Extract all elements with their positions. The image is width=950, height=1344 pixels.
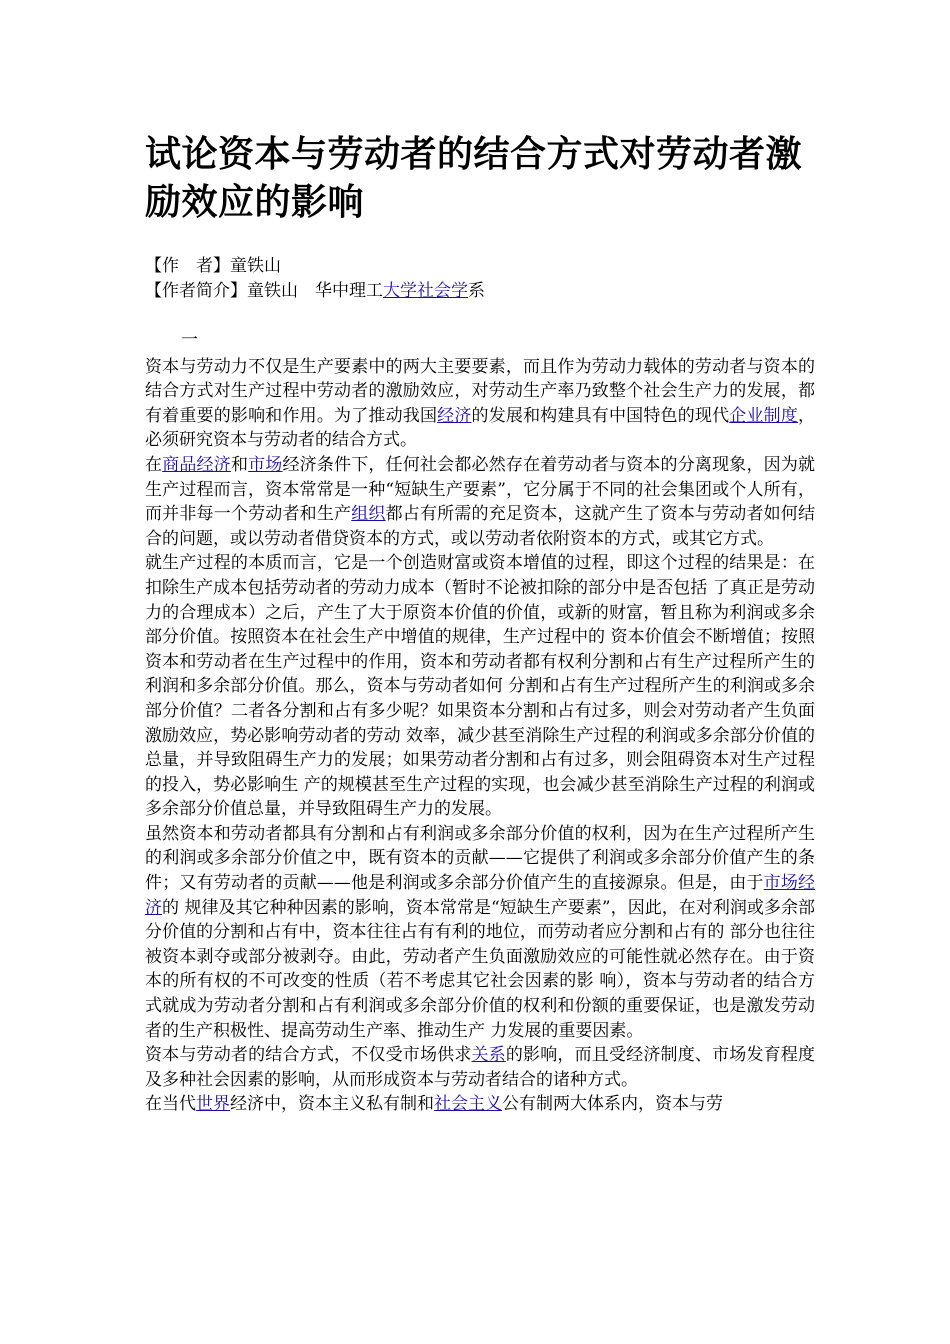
- keyword-link[interactable]: 市场经济: [145, 873, 816, 918]
- article-body: [145, 328, 815, 1117]
- paragraph-list: [145, 355, 815, 1117]
- paragraph: [145, 453, 815, 551]
- paragraph: [145, 355, 815, 453]
- keyword-link[interactable]: 市场: [248, 454, 283, 475]
- paragraph-text: 经济条件下，任何社会都必然存在着劳动者与资本的分离现象，因为就生产过程而言，资本常常是一种“短缺生产要素”，它分属于不同的社会集团或个人所有，而并非每一个劳动者和生产: [145, 454, 816, 525]
- section-number: 一: [181, 330, 198, 350]
- article-meta: [145, 254, 815, 304]
- bio-suffix: 系: [468, 281, 485, 301]
- keyword-link[interactable]: 商品经济: [162, 454, 231, 475]
- keyword-link[interactable]: 社会主义: [434, 1094, 502, 1115]
- paragraph-text: 资本与劳动者的结合方式，不仅受市场供求: [145, 1045, 472, 1066]
- keyword-link[interactable]: 经济: [437, 405, 472, 426]
- paragraph: [145, 1092, 815, 1117]
- bio-link[interactable]: 大学社会学: [383, 281, 468, 301]
- paragraph-text: 在当代: [145, 1094, 196, 1115]
- keyword-link[interactable]: 关系: [471, 1045, 506, 1066]
- paragraph: [145, 551, 815, 822]
- paragraph: [145, 822, 815, 1043]
- paragraph-text: 经济中，资本主义私有制和: [230, 1094, 434, 1115]
- bio-text: 童铁山 华中理工: [247, 281, 383, 301]
- paragraph-text: 的 规律及其它种种因素的影响，资本常常是“短缺生产要素”，因此，在对利润或多余部分价值的分割和占有中，资本往往占有有利的地位，而劳动者应分割和占有的 部分也往往被资本剥夺或部分被剥夺。由此，劳动者产生负面激励效应的可能性就必然存在。由于资本的所有权的不可改变的性质（若不考虑其它社会因素的影 响），资本与劳动者的结合方式就成为劳动者分割和占有利润或多余部分价值的权利和份额的重要保证，也是激发劳动者的生产积极性、提高劳动生产率、推动生产 力发展的重要因素。: [145, 897, 815, 1041]
- paragraph-text: 在: [145, 454, 163, 475]
- keyword-link[interactable]: 企业制度: [729, 405, 799, 426]
- paragraph-text: 的影响，而且受经济制度、市场发育程度及多种社会因素的影响，从而形成资本与劳动者结合的诸种方式。: [145, 1045, 816, 1090]
- paragraph-text: 虽然资本和劳动者都具有分割和占有利润或多余部分价值的权利，因为在生产过程所产生的利润或多余部分价值之中，既有资本的贡献——它提供了利润或多余部分价值产生的条件；又有劳动者的贡献——他是利润或多余部分价值产生的直接源泉。但是，由于: [145, 823, 815, 894]
- paragraph-text: 都占有所需的充足资本，这就产生了资本与劳动者如何结合的问题，或以劳动者借贷资本的方式，或以劳动者依附资本的方式，或其它方式。: [145, 504, 816, 549]
- paragraph-text: 就生产过程的本质而言，它是一个创造财富或资本增值的过程，即这个过程的结果是：在扣除生产成本包括劳动者的劳动力成本（暂时不论被扣除的部分中是否包括 了真正是劳动力的合理成本）之后，产生了大于原资本价值的价值，或新的财富，暂且称为利润或多余部分价值。按照资本在社会生产中增值的规律，生产过程中的 资本价值会不断增值；按照资本和劳动者在生产过程中的作用，资本和劳动者都有权利分割和占有生产过程所产生的利润和多余部分价值。那么，资本与劳动者如何 分割和占有生产过程所产生的利润或多余部分价值？二者各分割和占有多少呢？如果资本分割和占有过多，则会对劳动者产生负面激励效应，势必影响劳动者的劳动 效率，减少甚至消除生产过程的利润或多余部分价值的总量，并导致阻碍生产力的发展；如果劳动者分割和占有过多，则会阻碍资本对生产过程的投入，势必影响生 产的规模甚至生产过程的实现，也会减少甚至消除生产过程的利润或多余部分价值总量，并导致阻碍生产力的发展。: [145, 553, 815, 820]
- paragraph-text: 的发展和构建具有中国特色的现代: [471, 405, 730, 426]
- article-title: 试论资本与劳动者的结合方式对劳动者激励效应的影响: [145, 133, 803, 223]
- paragraph-text: 资本与劳动力不仅是生产要素中的两大主要要素，而且作为劳动力载体的劳动者与资本的结合方式对生产过程中劳动者的激励效应，对劳动生产率乃致整个社会生产力的发展，都有着重要的影响和作用。为了推动我国: [145, 356, 815, 426]
- paragraph-text: 公有制两大体系内，资本与劳: [502, 1094, 723, 1115]
- author-name: 童铁山: [230, 256, 281, 276]
- paragraph-text: 和: [230, 454, 249, 475]
- author-label: 【作 者】: [145, 256, 230, 276]
- article: [145, 130, 815, 1117]
- paragraph-text: ，必须研究资本与劳动者的结合方式。: [145, 405, 816, 451]
- bio-label: 【作者简介】: [145, 281, 247, 301]
- paragraph: [145, 1043, 815, 1092]
- keyword-link[interactable]: 世界: [196, 1094, 230, 1115]
- keyword-link[interactable]: 组织: [351, 504, 386, 525]
- author-row: [145, 254, 815, 279]
- bio-row: [145, 279, 815, 304]
